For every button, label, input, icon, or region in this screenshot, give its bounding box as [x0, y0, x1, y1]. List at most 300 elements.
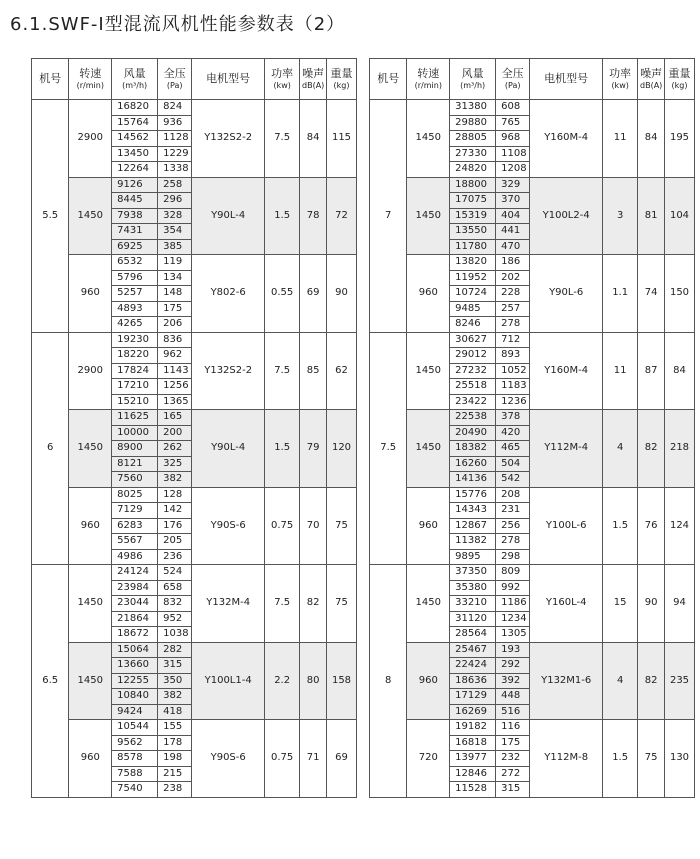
flow-cell: 5796	[112, 270, 158, 286]
pressure-cell: 206	[158, 317, 192, 333]
header-pressure	[496, 59, 530, 100]
flow-cell: 4265	[112, 317, 158, 333]
flow-cell: 33210	[450, 596, 496, 612]
flow-cell: 6283	[112, 518, 158, 534]
power-cell: 7.5	[265, 565, 300, 643]
flow-cell: 7431	[112, 224, 158, 240]
header-power-label: 功率	[609, 67, 632, 80]
pressure-cell: 516	[496, 704, 530, 720]
flow-cell: 15319	[450, 208, 496, 224]
noise-cell: 69	[300, 255, 327, 333]
motor-cell: Y90L-4	[192, 177, 265, 255]
noise-cell: 82	[638, 642, 665, 720]
noise-cell: 75	[638, 720, 665, 798]
flow-cell: 24124	[112, 565, 158, 581]
speed-cell: 1450	[407, 410, 450, 488]
pressure-cell: 385	[158, 239, 192, 255]
table-row	[32, 487, 357, 503]
flow-cell: 9895	[450, 549, 496, 565]
pressure-cell: 1208	[496, 162, 530, 178]
header-noise-label: 噪声	[302, 67, 325, 80]
flow-cell: 16820	[112, 100, 158, 116]
pressure-cell: 542	[496, 472, 530, 488]
pressure-cell: 176	[158, 518, 192, 534]
flow-cell: 11952	[450, 270, 496, 286]
table-row	[32, 100, 357, 116]
table-row	[32, 720, 357, 736]
pressure-cell: 1338	[158, 162, 192, 178]
flow-cell: 4986	[112, 549, 158, 565]
header-flow-unit: (m³/h)	[460, 81, 486, 90]
flow-cell: 19182	[450, 720, 496, 736]
flow-cell: 17824	[112, 363, 158, 379]
pressure-cell: 832	[158, 596, 192, 612]
table-row	[32, 177, 357, 193]
pressure-cell: 119	[158, 255, 192, 271]
header-noise-label: 噪声	[640, 67, 663, 80]
header-pressure-label: 全压	[501, 67, 524, 80]
power-cell: 0.55	[265, 255, 300, 333]
header-pressure	[158, 59, 192, 100]
weight-cell: 218	[665, 410, 695, 488]
header-noise-unit: dB(A)	[640, 81, 663, 90]
flow-cell: 25467	[450, 642, 496, 658]
power-cell: 2.2	[265, 642, 300, 720]
pressure-cell: 155	[158, 720, 192, 736]
flow-cell: 18220	[112, 348, 158, 364]
flow-cell: 7129	[112, 503, 158, 519]
flow-cell: 10544	[112, 720, 158, 736]
noise-cell: 76	[638, 487, 665, 565]
motor-cell: Y160M-4	[530, 100, 603, 178]
flow-cell: 27232	[450, 363, 496, 379]
header-power	[603, 59, 638, 100]
noise-cell: 82	[300, 565, 327, 643]
noise-cell: 80	[300, 642, 327, 720]
flow-cell: 12867	[450, 518, 496, 534]
table-body	[32, 100, 357, 798]
noise-cell: 90	[638, 565, 665, 643]
flow-cell: 23422	[450, 394, 496, 410]
motor-cell: Y90S-6	[192, 720, 265, 798]
pressure-cell: 282	[158, 642, 192, 658]
weight-cell: 104	[665, 177, 695, 255]
pressure-cell: 298	[496, 549, 530, 565]
flow-cell: 23984	[112, 580, 158, 596]
pressure-cell: 524	[158, 565, 192, 581]
pressure-cell: 418	[158, 704, 192, 720]
pressure-cell: 1052	[496, 363, 530, 379]
header-pressure-label: 全压	[163, 67, 186, 80]
header-power	[265, 59, 300, 100]
noise-cell: 81	[638, 177, 665, 255]
header-pressure-unit: (Pa)	[166, 81, 183, 90]
flow-cell: 18636	[450, 673, 496, 689]
pressure-cell: 262	[158, 441, 192, 457]
weight-cell: 75	[327, 565, 357, 643]
pressure-cell: 420	[496, 425, 530, 441]
power-cell: 3	[603, 177, 638, 255]
table-row	[32, 642, 357, 658]
pressure-cell: 256	[496, 518, 530, 534]
flow-cell: 9562	[112, 735, 158, 751]
flow-cell: 37350	[450, 565, 496, 581]
pressure-cell: 992	[496, 580, 530, 596]
pressure-cell: 382	[158, 472, 192, 488]
pressure-cell: 712	[496, 332, 530, 348]
motor-cell: Y100L-6	[530, 487, 603, 565]
pressure-cell: 968	[496, 131, 530, 147]
noise-cell: 70	[300, 487, 327, 565]
power-cell: 0.75	[265, 487, 300, 565]
flow-cell: 20490	[450, 425, 496, 441]
model-cell: 8	[370, 565, 407, 798]
pressure-cell: 1256	[158, 379, 192, 395]
pressure-cell: 1183	[496, 379, 530, 395]
pressure-cell: 200	[158, 425, 192, 441]
weight-cell: 75	[327, 487, 357, 565]
pressure-cell: 231	[496, 503, 530, 519]
flow-cell: 8900	[112, 441, 158, 457]
motor-cell: Y112M-8	[530, 720, 603, 798]
header-weight-unit: (kg)	[333, 81, 350, 90]
speed-cell: 960	[69, 720, 112, 798]
speed-cell: 960	[407, 255, 450, 333]
pressure-cell: 165	[158, 410, 192, 426]
header-flow	[112, 59, 158, 100]
power-cell: 7.5	[265, 100, 300, 178]
flow-cell: 28805	[450, 131, 496, 147]
flow-cell: 14136	[450, 472, 496, 488]
header-pressure-unit: (Pa)	[504, 81, 521, 90]
header-power-label: 功率	[271, 67, 294, 80]
pressure-cell: 962	[158, 348, 192, 364]
noise-cell: 71	[300, 720, 327, 798]
flow-cell: 7560	[112, 472, 158, 488]
flow-cell: 8246	[450, 317, 496, 333]
model-cell: 6.5	[32, 565, 69, 798]
flow-cell: 14562	[112, 131, 158, 147]
pressure-cell: 215	[158, 766, 192, 782]
flow-cell: 8121	[112, 456, 158, 472]
flow-cell: 22424	[450, 658, 496, 674]
table-row	[32, 255, 357, 271]
model-cell: 6	[32, 332, 69, 565]
flow-cell: 23044	[112, 596, 158, 612]
pressure-cell: 824	[158, 100, 192, 116]
pressure-cell: 315	[158, 658, 192, 674]
header-noise	[638, 59, 665, 100]
header-power-unit: (kw)	[273, 81, 291, 90]
power-cell: 15	[603, 565, 638, 643]
pressure-cell: 278	[496, 534, 530, 550]
speed-cell: 1450	[69, 410, 112, 488]
flow-cell: 15776	[450, 487, 496, 503]
power-cell: 1.5	[265, 410, 300, 488]
motor-cell: Y100L1-4	[192, 642, 265, 720]
pressure-cell: 1038	[158, 627, 192, 643]
pressure-cell: 448	[496, 689, 530, 705]
pressure-cell: 465	[496, 441, 530, 457]
flow-cell: 6532	[112, 255, 158, 271]
weight-cell: 69	[327, 720, 357, 798]
weight-cell: 195	[665, 100, 695, 178]
motor-cell: Y90L-6	[530, 255, 603, 333]
header-flow-unit: (m³/h)	[122, 81, 148, 90]
pressure-cell: 257	[496, 301, 530, 317]
pressure-cell: 325	[158, 456, 192, 472]
power-cell: 11	[603, 332, 638, 410]
power-cell: 1.1	[603, 255, 638, 333]
noise-cell: 79	[300, 410, 327, 488]
power-cell: 1.5	[603, 720, 638, 798]
table-row	[370, 100, 695, 116]
flow-cell: 13660	[112, 658, 158, 674]
weight-cell: 150	[665, 255, 695, 333]
speed-cell: 1450	[407, 100, 450, 178]
pressure-cell: 315	[496, 782, 530, 798]
power-cell: 1.5	[265, 177, 300, 255]
pressure-cell: 370	[496, 193, 530, 209]
flow-cell: 12264	[112, 162, 158, 178]
page-title: 6.1.SWF-Ⅰ型混流风机性能参数表（2）	[10, 14, 346, 35]
flow-cell: 10000	[112, 425, 158, 441]
pressure-cell: 1143	[158, 363, 192, 379]
weight-cell: 90	[327, 255, 357, 333]
table-row	[370, 177, 695, 193]
header-row	[32, 59, 357, 100]
flow-cell: 8445	[112, 193, 158, 209]
pressure-cell: 1128	[158, 131, 192, 147]
table-body	[370, 100, 695, 798]
pressure-cell: 198	[158, 751, 192, 767]
flow-cell: 16818	[450, 735, 496, 751]
flow-cell: 17075	[450, 193, 496, 209]
pressure-cell: 441	[496, 224, 530, 240]
pressure-cell: 608	[496, 100, 530, 116]
flow-cell: 15210	[112, 394, 158, 410]
pressure-cell: 1229	[158, 146, 192, 162]
noise-cell: 87	[638, 332, 665, 410]
flow-cell: 19230	[112, 332, 158, 348]
weight-cell: 124	[665, 487, 695, 565]
power-cell: 1.5	[603, 487, 638, 565]
pressure-cell: 354	[158, 224, 192, 240]
flow-cell: 25518	[450, 379, 496, 395]
pressure-cell: 1234	[496, 611, 530, 627]
table-row	[32, 332, 357, 348]
flow-cell: 11528	[450, 782, 496, 798]
pressure-cell: 404	[496, 208, 530, 224]
speed-cell: 720	[407, 720, 450, 798]
flow-cell: 13977	[450, 751, 496, 767]
header-weight	[665, 59, 695, 100]
pressure-cell: 936	[158, 115, 192, 131]
speed-cell: 1450	[407, 332, 450, 410]
flow-cell: 7540	[112, 782, 158, 798]
pressure-cell: 952	[158, 611, 192, 627]
pressure-cell: 186	[496, 255, 530, 271]
table-header	[32, 59, 357, 100]
flow-cell: 35380	[450, 580, 496, 596]
pressure-cell: 258	[158, 177, 192, 193]
speed-cell: 960	[407, 642, 450, 720]
power-cell: 7.5	[265, 332, 300, 410]
flow-cell: 22538	[450, 410, 496, 426]
flow-cell: 29012	[450, 348, 496, 364]
flow-cell: 12846	[450, 766, 496, 782]
header-speed	[407, 59, 450, 100]
flow-cell: 15764	[112, 115, 158, 131]
weight-cell: 62	[327, 332, 357, 410]
pressure-cell: 470	[496, 239, 530, 255]
speed-cell: 1450	[69, 177, 112, 255]
weight-cell: 158	[327, 642, 357, 720]
motor-cell: Y90L-4	[192, 410, 265, 488]
pressure-cell: 228	[496, 286, 530, 302]
noise-cell: 84	[300, 100, 327, 178]
flow-cell: 11625	[112, 410, 158, 426]
pressure-cell: 175	[496, 735, 530, 751]
header-model	[370, 59, 407, 100]
flow-cell: 17129	[450, 689, 496, 705]
table-row	[370, 332, 695, 348]
table-row	[370, 642, 695, 658]
motor-cell: Y132S2-2	[192, 332, 265, 410]
pressure-cell: 328	[158, 208, 192, 224]
pressure-cell: 134	[158, 270, 192, 286]
flow-cell: 10724	[450, 286, 496, 302]
flow-cell: 7588	[112, 766, 158, 782]
pressure-cell: 116	[496, 720, 530, 736]
weight-cell: 130	[665, 720, 695, 798]
pressure-cell: 193	[496, 642, 530, 658]
flow-cell: 14343	[450, 503, 496, 519]
parameter-table-left	[31, 58, 357, 798]
flow-cell: 21864	[112, 611, 158, 627]
header-weight-label: 重量	[668, 67, 691, 80]
header-motor	[192, 59, 265, 100]
flow-cell: 28564	[450, 627, 496, 643]
pressure-cell: 382	[158, 689, 192, 705]
pressure-cell: 142	[158, 503, 192, 519]
pressure-cell: 836	[158, 332, 192, 348]
header-model-label: 机号	[377, 72, 400, 85]
pressure-cell: 296	[158, 193, 192, 209]
noise-cell: 85	[300, 332, 327, 410]
pressure-cell: 1236	[496, 394, 530, 410]
header-weight	[327, 59, 357, 100]
flow-cell: 15064	[112, 642, 158, 658]
flow-cell: 11780	[450, 239, 496, 255]
weight-cell: 94	[665, 565, 695, 643]
pressure-cell: 232	[496, 751, 530, 767]
power-cell: 0.75	[265, 720, 300, 798]
flow-cell: 10840	[112, 689, 158, 705]
noise-cell: 74	[638, 255, 665, 333]
model-cell: 7.5	[370, 332, 407, 565]
speed-cell: 1450	[69, 565, 112, 643]
motor-cell: Y132M1-6	[530, 642, 603, 720]
flow-cell: 31120	[450, 611, 496, 627]
noise-cell: 84	[638, 100, 665, 178]
pressure-cell: 208	[496, 487, 530, 503]
header-row	[370, 59, 695, 100]
pressure-cell: 1305	[496, 627, 530, 643]
header-speed-label: 转速	[79, 67, 102, 80]
header-speed	[69, 59, 112, 100]
header-speed-unit: (r/min)	[414, 81, 442, 90]
header-speed-unit: (r/min)	[76, 81, 104, 90]
flow-cell: 13820	[450, 255, 496, 271]
header-power-unit: (kw)	[611, 81, 629, 90]
header-model	[32, 59, 69, 100]
parameter-table-right	[369, 58, 695, 798]
motor-cell: Y160L-4	[530, 565, 603, 643]
flow-cell: 17210	[112, 379, 158, 395]
table-row	[370, 487, 695, 503]
pressure-cell: 658	[158, 580, 192, 596]
speed-cell: 1450	[69, 642, 112, 720]
flow-cell: 11382	[450, 534, 496, 550]
table-header	[370, 59, 695, 100]
pressure-cell: 1365	[158, 394, 192, 410]
speed-cell: 960	[69, 487, 112, 565]
table-row	[32, 565, 357, 581]
flow-cell: 18672	[112, 627, 158, 643]
motor-cell: Y802-6	[192, 255, 265, 333]
pressure-cell: 202	[496, 270, 530, 286]
flow-cell: 13550	[450, 224, 496, 240]
motor-cell: Y160M-4	[530, 332, 603, 410]
weight-cell: 235	[665, 642, 695, 720]
pressure-cell: 1108	[496, 146, 530, 162]
pressure-cell: 329	[496, 177, 530, 193]
flow-cell: 13450	[112, 146, 158, 162]
flow-cell: 6925	[112, 239, 158, 255]
motor-cell: Y90S-6	[192, 487, 265, 565]
header-flow	[450, 59, 496, 100]
model-cell: 5.5	[32, 100, 69, 333]
flow-cell: 9126	[112, 177, 158, 193]
motor-cell: Y132M-4	[192, 565, 265, 643]
table-row	[370, 255, 695, 271]
pressure-cell: 236	[158, 549, 192, 565]
weight-cell: 115	[327, 100, 357, 178]
header-motor	[530, 59, 603, 100]
pressure-cell: 504	[496, 456, 530, 472]
pressure-cell: 893	[496, 348, 530, 364]
header-noise	[300, 59, 327, 100]
header-noise-unit: dB(A)	[302, 81, 325, 90]
pressure-cell: 238	[158, 782, 192, 798]
flow-cell: 12255	[112, 673, 158, 689]
table-row	[370, 410, 695, 426]
flow-cell: 4893	[112, 301, 158, 317]
table-row	[370, 720, 695, 736]
flow-cell: 30627	[450, 332, 496, 348]
power-cell: 4	[603, 642, 638, 720]
flow-cell: 16269	[450, 704, 496, 720]
pressure-cell: 292	[496, 658, 530, 674]
pressure-cell: 272	[496, 766, 530, 782]
pressure-cell: 148	[158, 286, 192, 302]
model-cell: 7	[370, 100, 407, 333]
motor-cell: Y132S2-2	[192, 100, 265, 178]
flow-cell: 8025	[112, 487, 158, 503]
weight-cell: 120	[327, 410, 357, 488]
pressure-cell: 809	[496, 565, 530, 581]
